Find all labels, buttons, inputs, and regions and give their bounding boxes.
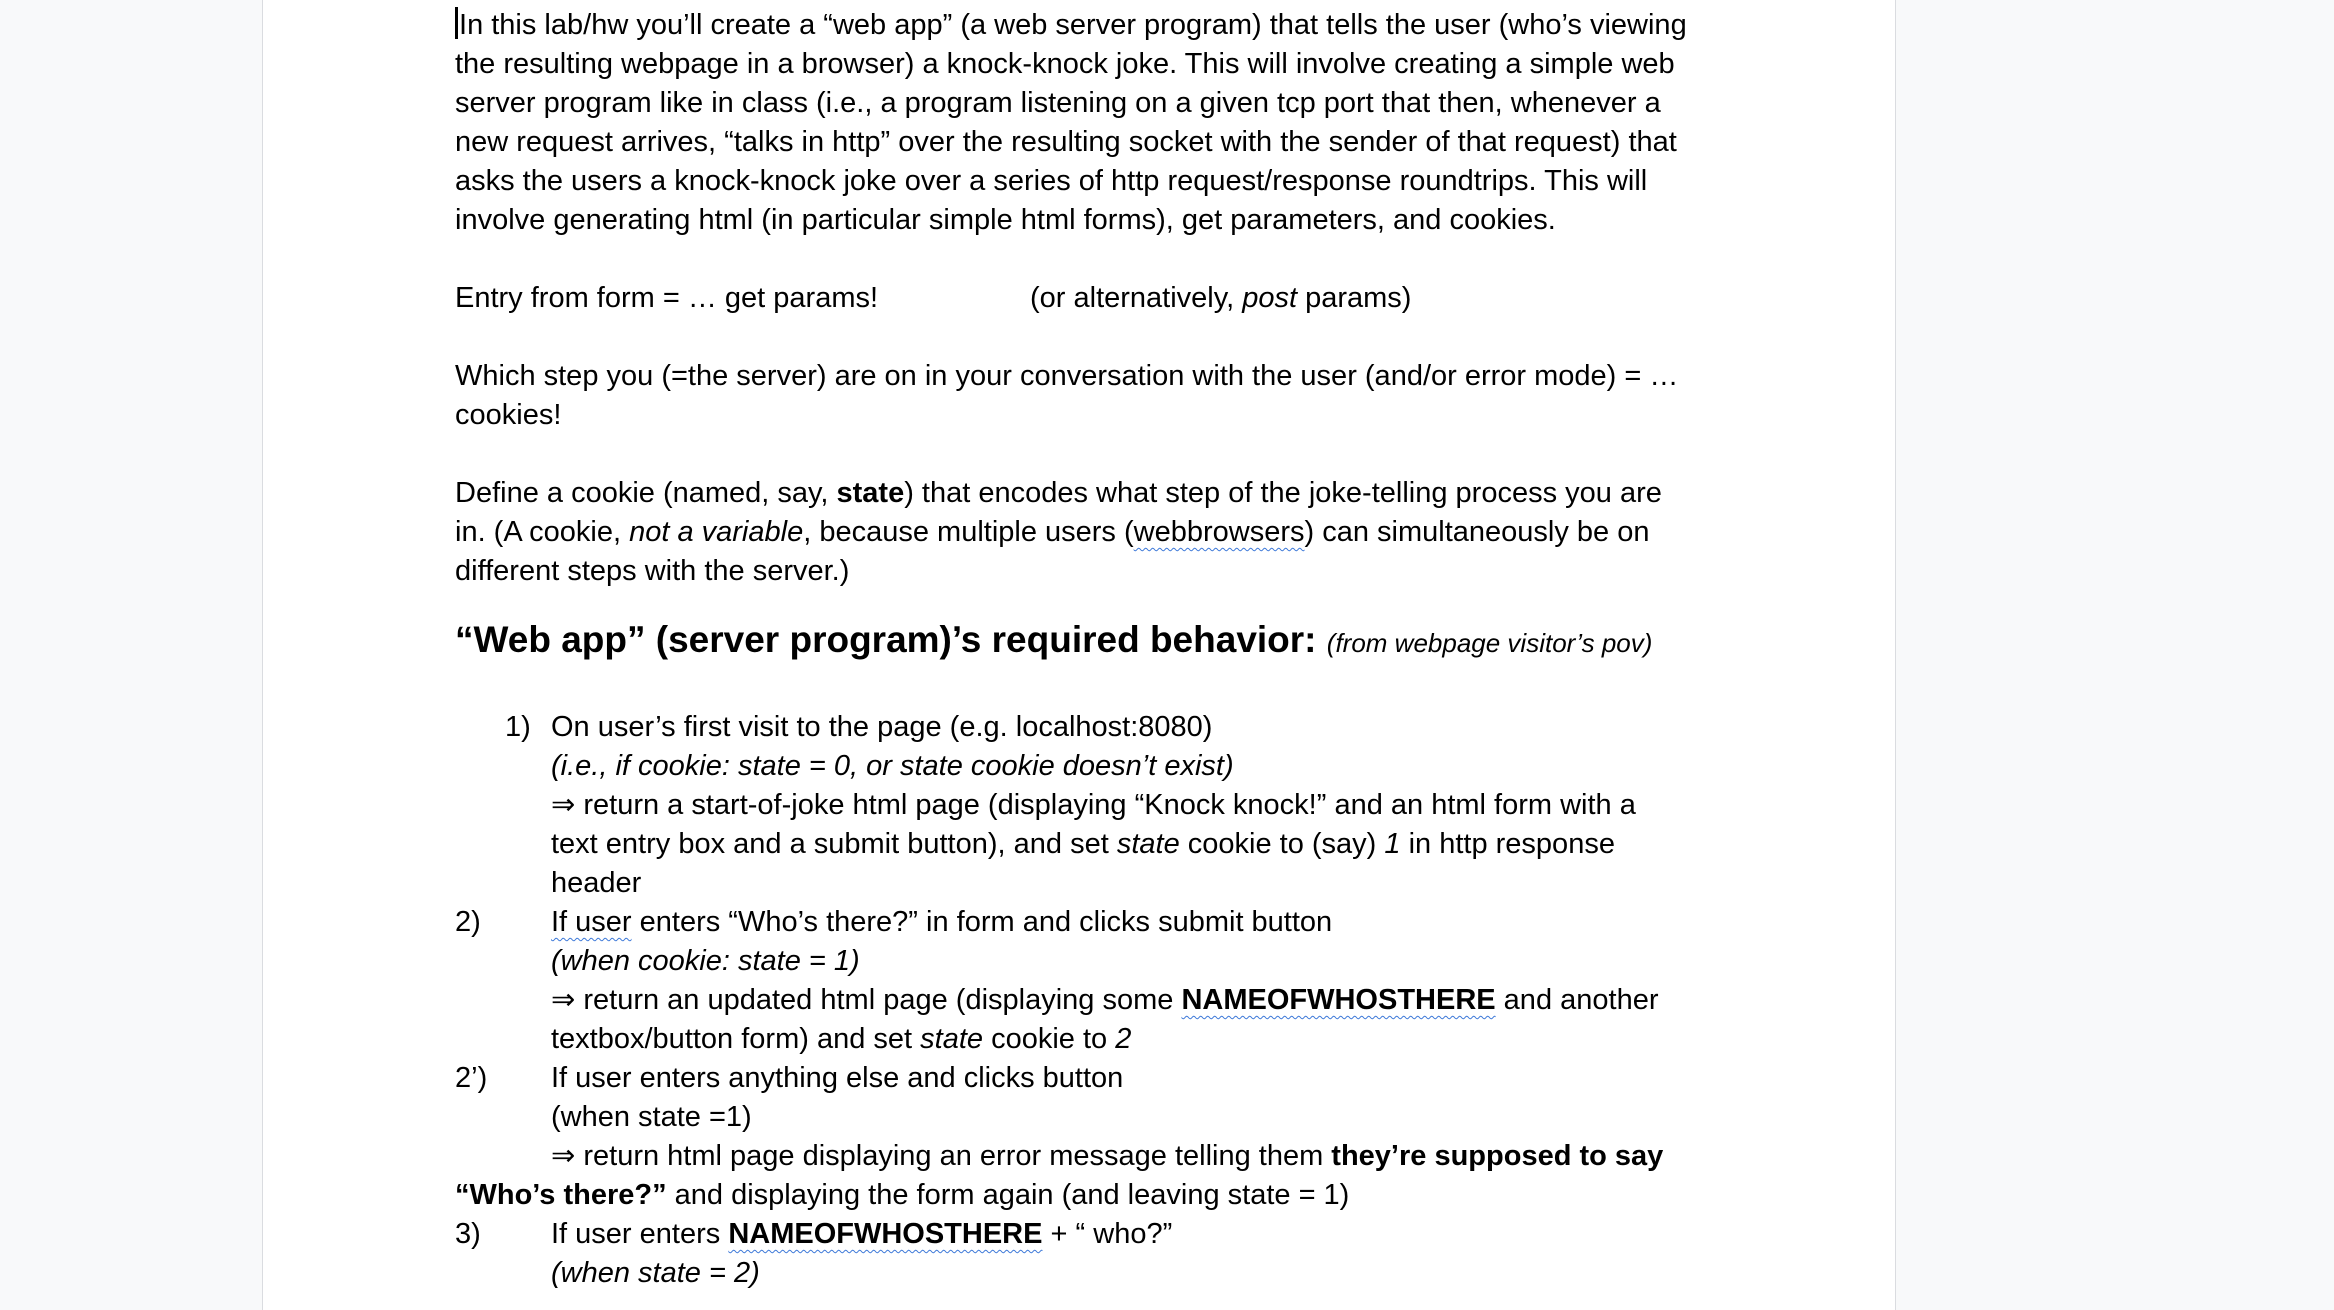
which-line-1: Which step you (=the server) are on in your conversation with the user (and/or error mode) = … [455, 360, 1679, 392]
intro-line-4: new request arrives, “talks in http” over the resulting socket with the sender of that request) that [455, 126, 1677, 158]
step-1-line-5: header [551, 867, 642, 899]
step-1-line-4: text entry box and a submit button), and set state cookie to (say) 1 in http response [551, 828, 1615, 860]
document-page [262, 0, 1896, 1310]
step-2b-line-4: “Who’s there?” and displaying the form again (and leaving state = 1) [455, 1179, 1350, 1211]
entry-line-left: Entry from form = … get params! [455, 282, 879, 314]
spellcheck-word[interactable]: webbrowsers [1133, 516, 1305, 548]
define-line-1: Define a cookie (named, say, state) that encodes what step of the joke-telling process you are [455, 477, 1662, 509]
step-1-line-2: (i.e., if cookie: state = 0, or state cookie doesn’t exist) [551, 750, 1234, 782]
define-line-2: in. (A cookie, not a variable, because multiple users (webbrowsers) can simultaneously be on [455, 516, 1650, 548]
intro-line-1: In this lab/hw you’ll create a “web app” (a web server program) that tells the user (who’s viewing [455, 6, 1687, 45]
define-line-3: different steps with the server.) [455, 555, 850, 587]
step-1-number: 1) [505, 711, 531, 743]
intro-line-3: server program like in class (i.e., a program listening on a given tcp port that then, whenever a [455, 87, 1661, 119]
step-3-number: 3) [455, 1218, 481, 1250]
intro-line-5: asks the users a knock-knock joke over a series of http request/response roundtrips. This will [455, 165, 1648, 197]
step-2-line-2: (when cookie: state = 1) [551, 945, 860, 977]
intro-line-2: the resulting webpage in a browser) a knock-knock joke. This will involve creating a simple web [455, 48, 1675, 80]
spellcheck-word[interactable]: If user [551, 906, 632, 938]
step-2-line-3: ⇒ return an updated html page (displaying some NAMEOFWHOSTHERE and another [551, 984, 1659, 1016]
step-3-line-2: (when state = 2) [551, 1257, 760, 1289]
spellcheck-word[interactable]: NAMEOFWHOSTHERE [1181, 984, 1496, 1016]
intro-line-6: involve generating html (in particular simple html forms), get parameters, and cookies. [455, 204, 1556, 236]
step-2-line-4: textbox/button form) and set state cookie to 2 [551, 1023, 1132, 1055]
step-2-line-1: If user enters “Who’s there?” in form and clicks submit button [551, 906, 1333, 938]
step-1-line-1: On user’s first visit to the page (e.g. localhost:8080) [551, 711, 1213, 743]
step-2-number: 2) [455, 906, 481, 938]
step-1-line-3: ⇒ return a start-of-joke html page (displaying “Knock knock!” and an html form with a [551, 789, 1636, 821]
spellcheck-word[interactable]: NAMEOFWHOSTHERE [728, 1218, 1043, 1250]
text-cursor [455, 7, 458, 39]
step-3-line-1: If user enters NAMEOFWHOSTHERE + “ who?” [551, 1218, 1173, 1250]
entry-line-right: (or alternatively, post params) [1030, 282, 1412, 314]
step-2b-line-3: ⇒ return html page displaying an error message telling them they’re supposed to say [551, 1140, 1664, 1172]
section-heading: “Web app” (server program)’s required behavior: (from webpage visitor’s pov) [455, 619, 1653, 660]
step-2b-line-2: (when state =1) [551, 1101, 752, 1133]
step-2b-number: 2’) [455, 1062, 488, 1094]
which-line-2: cookies! [455, 399, 562, 431]
step-2b-line-1: If user enters anything else and clicks button [551, 1062, 1124, 1094]
